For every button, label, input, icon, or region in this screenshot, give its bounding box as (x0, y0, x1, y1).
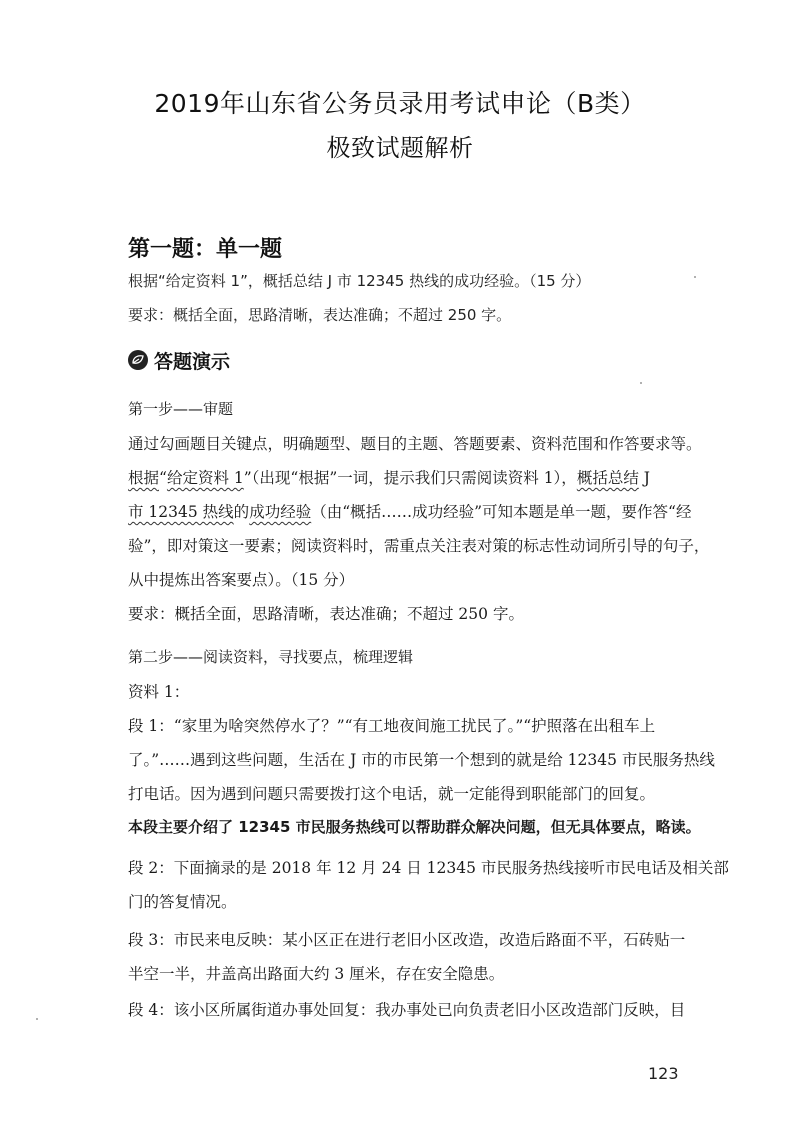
keyword-summarize: 概括总结 (576, 469, 639, 487)
step2-heading: 第二步——阅读资料，寻找要点，梳理逻辑 (128, 648, 414, 666)
scan-speck (36, 1018, 38, 1020)
question-heading: 第一题：单一题 (128, 237, 283, 262)
keyword-hotline: 市 12345 热线 (128, 503, 234, 521)
para2-line2: 门的答复情况。 (128, 893, 237, 911)
para1-line3: 打电话。因为遇到问题只需要拨打这个电话，就一定能得到职能部门的回复。 (128, 785, 656, 803)
para1-line2: 了。”……遇到这些问题，生活在 J 市的市民第一个想到的就是给 12345 市民服务热线 (128, 751, 715, 769)
document-title: 2019年山东省公务员录用考试申论（B类） (154, 89, 646, 118)
step1-heading: 第一步——审题 (128, 400, 234, 418)
step1-line5: 从中提炼出答案要点）。（15 分） (128, 571, 355, 589)
para4-line1: 段 4：该小区所属街道办事处回复：我办事处已向负责老旧小区改造部门反映，目 (128, 1001, 686, 1019)
demo-heading: 答题演示 (154, 350, 231, 373)
material-label: 资料 1： (128, 683, 190, 701)
para3-line2: 半空一半，井盖高出路面大约 3 厘米，存在安全隐患。 (128, 965, 505, 983)
step1-line3: 市 12345 热线的成功经验（由“概括……成功经验”可知本题是单一题，要作答“经 (128, 503, 692, 521)
step1-line4: 验”，即对策这一要素；阅读资料时，需重点关注表对策的标志性动词所引导的句子， (128, 537, 710, 555)
step1-requirement: 要求：概括全面，思路清晰，表达准确；不超过 250 字。 (128, 605, 524, 623)
keyword-genju: 根据 (128, 469, 160, 487)
scan-speck (640, 382, 642, 384)
scan-speck (694, 276, 696, 278)
step1-line2: 根据“给定资料 1”（出现“根据”一词，提示我们只需阅读资料 1），概括总结 J (128, 469, 650, 487)
document-subtitle: 极致试题解析 (326, 134, 474, 162)
para3-line1: 段 3：市民来电反映：某小区正在进行老旧小区改造，改造后路面不平，石砖贴一 (128, 931, 686, 949)
step1-line1: 通过勾画题目关键点，明确题型、题目的主题、答题要素、资料范围和作答要求等。 (128, 435, 702, 453)
question-prompt: 根据“给定资料 1”，概括总结 J 市 12345 热线的成功经验。（15 分） (128, 272, 591, 290)
keyword-experience: 成功经验 (249, 503, 312, 521)
para1-line1: 段 1：“家里为啥突然停水了？”“有工地夜间施工扰民了。”“护照落在出租车上 (128, 717, 656, 735)
leaf-badge-icon (128, 350, 148, 370)
keyword-material: 给定资料 1 (166, 469, 244, 487)
para2-line1: 段 2：下面摘录的是 2018 年 12 月 24 日 12345 市民服务热线接听市民电话及相关部 (128, 859, 729, 877)
question-requirement: 要求：概括全面，思路清晰，表达准确；不超过 250 字。 (128, 306, 512, 324)
page-number: 123 (648, 1064, 679, 1083)
demo-heading-row (128, 348, 230, 372)
para1-summary: 本段主要介绍了 12345 市民服务热线可以帮助群众解决问题，但无具体要点，略读。 (128, 818, 701, 836)
